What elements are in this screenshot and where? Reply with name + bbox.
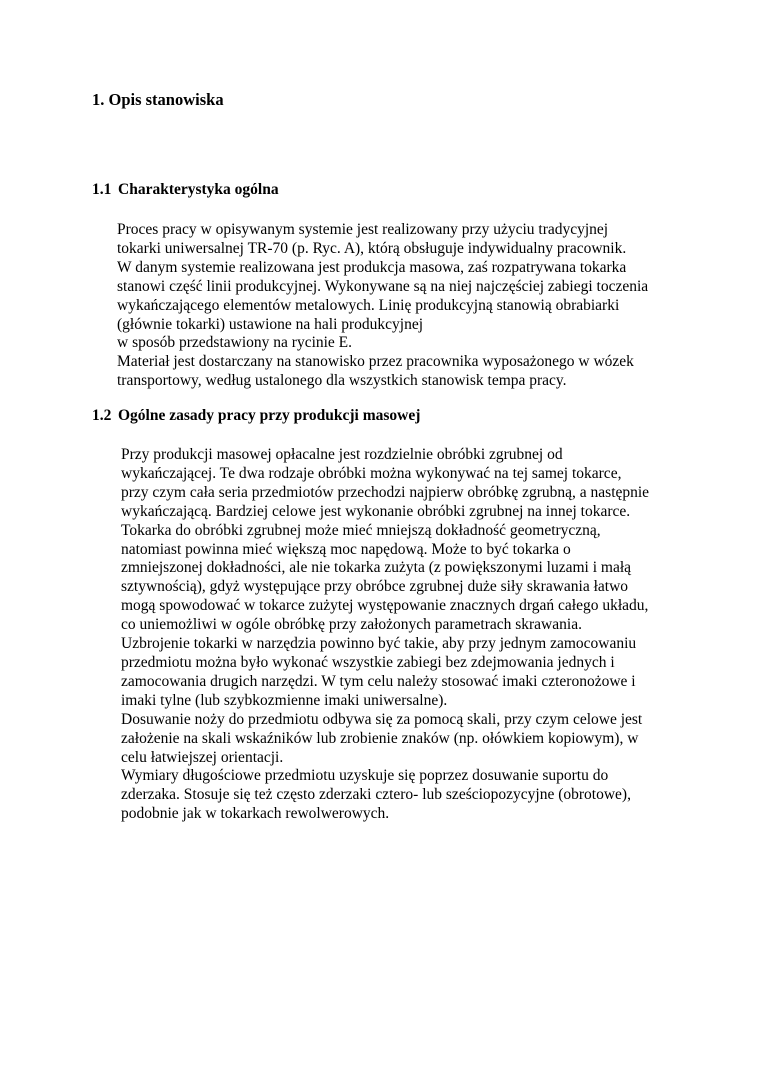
text-line: zmniejszonej dokładności, ale nie tokarka zużyta (z powiększonymi luzami i małą (121, 559, 632, 577)
text-line: założenie na skali wskaźników lub zrobienie znaków (np. ołówkiem kopiowym), w (121, 729, 639, 747)
main-heading: 1. Opis stanowiska (92, 90, 224, 109)
text-line: (głównie tokarki) ustawione na hali produkcyjnej (117, 315, 424, 333)
text-line: mogą spowodować w tokarce zużytej występowanie znacznych drgań całego układu, (121, 597, 649, 615)
text-line: w sposób przedstawiony na rycinie E. (117, 334, 353, 352)
text-line: wykańczającej. Te dwa rodzaje obróbki można wykonywać na tej samej tokarce, (121, 464, 622, 482)
text-line: Materiał jest dostarczany na stanowisko przez pracownika wyposażonego w wózek (117, 353, 634, 371)
section-number: 1.1 (92, 181, 112, 198)
text-line: sztywnością), gdyż występujące przy obróbce zgrubnej duże siły skrawania łatwo (121, 578, 629, 596)
text-line: imaki tylne (lub szybkozmienne imaki uniwersalne). (121, 691, 448, 709)
text-line: Wymiary długościowe przedmiotu uzyskuje się poprzez dosuwanie suportu do (121, 767, 609, 785)
text-line: celu łatwiejszej orientacji. (121, 748, 284, 766)
text-line: przy czym cała seria przedmiotów przechodzi najpierw obróbkę zgrubną, a następnie (121, 483, 650, 501)
section-title: Charakterystyka ogólna (118, 181, 279, 198)
section-1-1-paragraph (117, 221, 648, 391)
text-line: transportowy, według ustalonego dla wszystkich stanowisk tempa pracy. (117, 372, 567, 390)
section-1-1-heading (92, 181, 279, 199)
section-1-2-heading (92, 407, 420, 425)
text-line: co uniemożliwi w ogóle obróbkę przy założonych parametrach skrawania. (121, 616, 582, 634)
text-line: Proces pracy w opisywanym systemie jest realizowany przy użyciu tradycyjnej (117, 221, 609, 238)
text-line: Dosuwanie noży do przedmiotu odbywa się za pomocą skali, przy czym celowe jest (121, 710, 643, 728)
text-line: stanowi część linii produkcyjnej. Wykonywane są na niej najczęściej zabiegi toczenia (117, 277, 649, 295)
text-line: podobnie jak w tokarkach rewolwerowych. (121, 805, 390, 823)
text-line: zamocowania drugich narzędzi. W tym celu należy stosować imaki czteronożowe i (121, 672, 636, 690)
text-line: wykańczającego elementów metalowych. Linię produkcyjną stanowią obrabiarki (117, 296, 620, 314)
text-line: natomiast powinna mieć większą moc napędową. Może to być tokarka o (121, 540, 571, 558)
text-line: wykańczającą. Bardziej celowe jest wykonanie obróbki zgrubnej na innej tokarce. (121, 502, 631, 520)
text-line: Przy produkcji masowej opłacalne jest rozdzielnie obróbki zgrubnej od (121, 446, 563, 463)
section-1-2-paragraph (121, 446, 649, 824)
text-line: W danym systemie realizowana jest produkcja masowa, zaś rozpatrywana tokarka (117, 258, 627, 276)
section-number: 1.2 (92, 407, 112, 424)
text-line: Uzbrojenie tokarki w narzędzia powinno być takie, aby przy jednym zamocowaniu (121, 635, 637, 653)
text-line: Tokarka do obróbki zgrubnej może mieć mniejszą dokładność geometryczną, (121, 521, 601, 539)
text-line: tokarki uniwersalnej TR-70 (p. Ryc. A), którą obsługuje indywidualny pracownik. (117, 239, 627, 257)
text-line: przedmiotu można było wykonać wszystkie zabiegi bez zdejmowania jednych i (121, 653, 615, 671)
section-title: Ogólne zasady pracy przy produkcji masowej (118, 407, 421, 424)
text-line: zderzaka. Stosuje się też często zderzaki cztero- lub sześciopozycyjne (obrotowe), (121, 786, 631, 804)
